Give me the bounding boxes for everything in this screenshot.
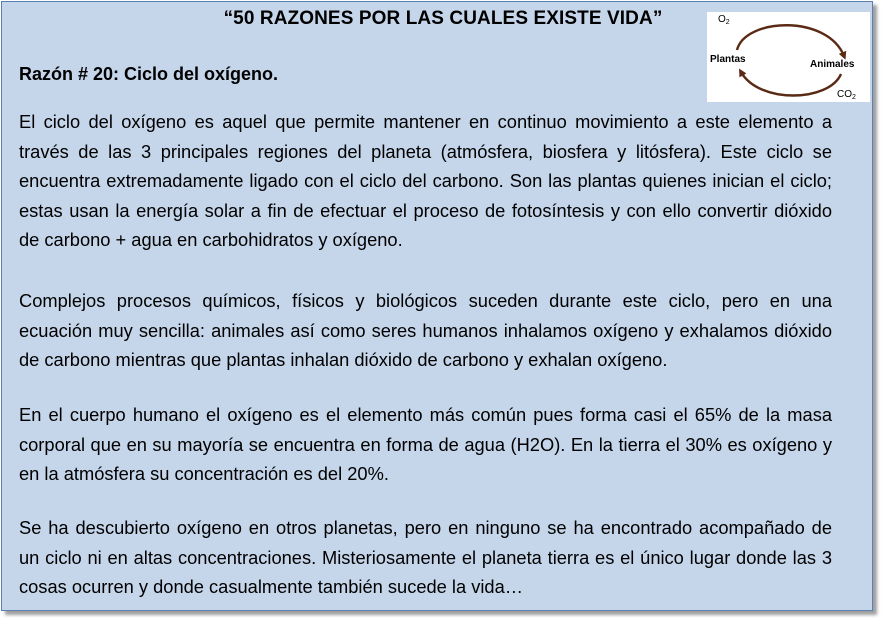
oxygen-label: $O_2$	[718, 14, 730, 26]
document-panel	[1, 1, 873, 611]
plants-label: Plantas	[710, 54, 746, 65]
bottom-cycle-arrow	[741, 72, 841, 96]
oxygen-cycle-diagram	[707, 12, 870, 102]
top-cycle-arrow	[737, 25, 844, 56]
paragraph-human-body: En el cuerpo humano el oxígeno es el elemento más común pues forma casi el 65% de la masa corporal que en su mayoría se encuentra en forma de agua (H2O). En la tierra el 30% es oxígeno y en la atmósfera su concentración es del 20%.	[19, 404, 832, 484]
section-subtitle: Razón # 20: Ciclo del oxígeno.	[19, 64, 279, 84]
carbon-dioxide-label: $CO_2$	[837, 89, 856, 101]
paragraph-processes: Complejos procesos químicos, físicos y biológicos suceden durante este ciclo, pero en una ecuación muy sencilla: animales así como seres humanos inhalamos oxígeno y exhalamos dióxido de carbono mientras que plantas inhalan dióxido de carbono y exhalan oxígeno.	[19, 290, 832, 370]
paragraph-other-planets: Se ha descubierto oxígeno en otros planetas, pero en ninguno se ha encontrado acompañado de un ciclo ni en altas concentraciones. Misteriosamente el planeta tierra es el único lugar donde las 3 cosas ocurren y donde casualmente también sucede la vida…	[19, 517, 832, 597]
paragraph-oxygen-cycle: El ciclo del oxígeno es aquel que permite mantener en continuo movimiento a este elemento a través de las 3 principales regiones del planeta (atmósfera, biosfera y litósfera). Este ciclo se encuentra extremadamente ligado con el ciclo del carbono. Son las plantas quienes inician el ciclo; estas usan la energía solar a fin de efectuar el proceso de fotosíntesis y con ello convertir dióxido de carbono + agua en carbohidratos y oxígeno.	[19, 111, 832, 250]
animals-label: Animales	[810, 59, 855, 70]
document-title: “50 RAZONES POR LAS CUALES EXISTE VIDA”	[223, 8, 663, 29]
